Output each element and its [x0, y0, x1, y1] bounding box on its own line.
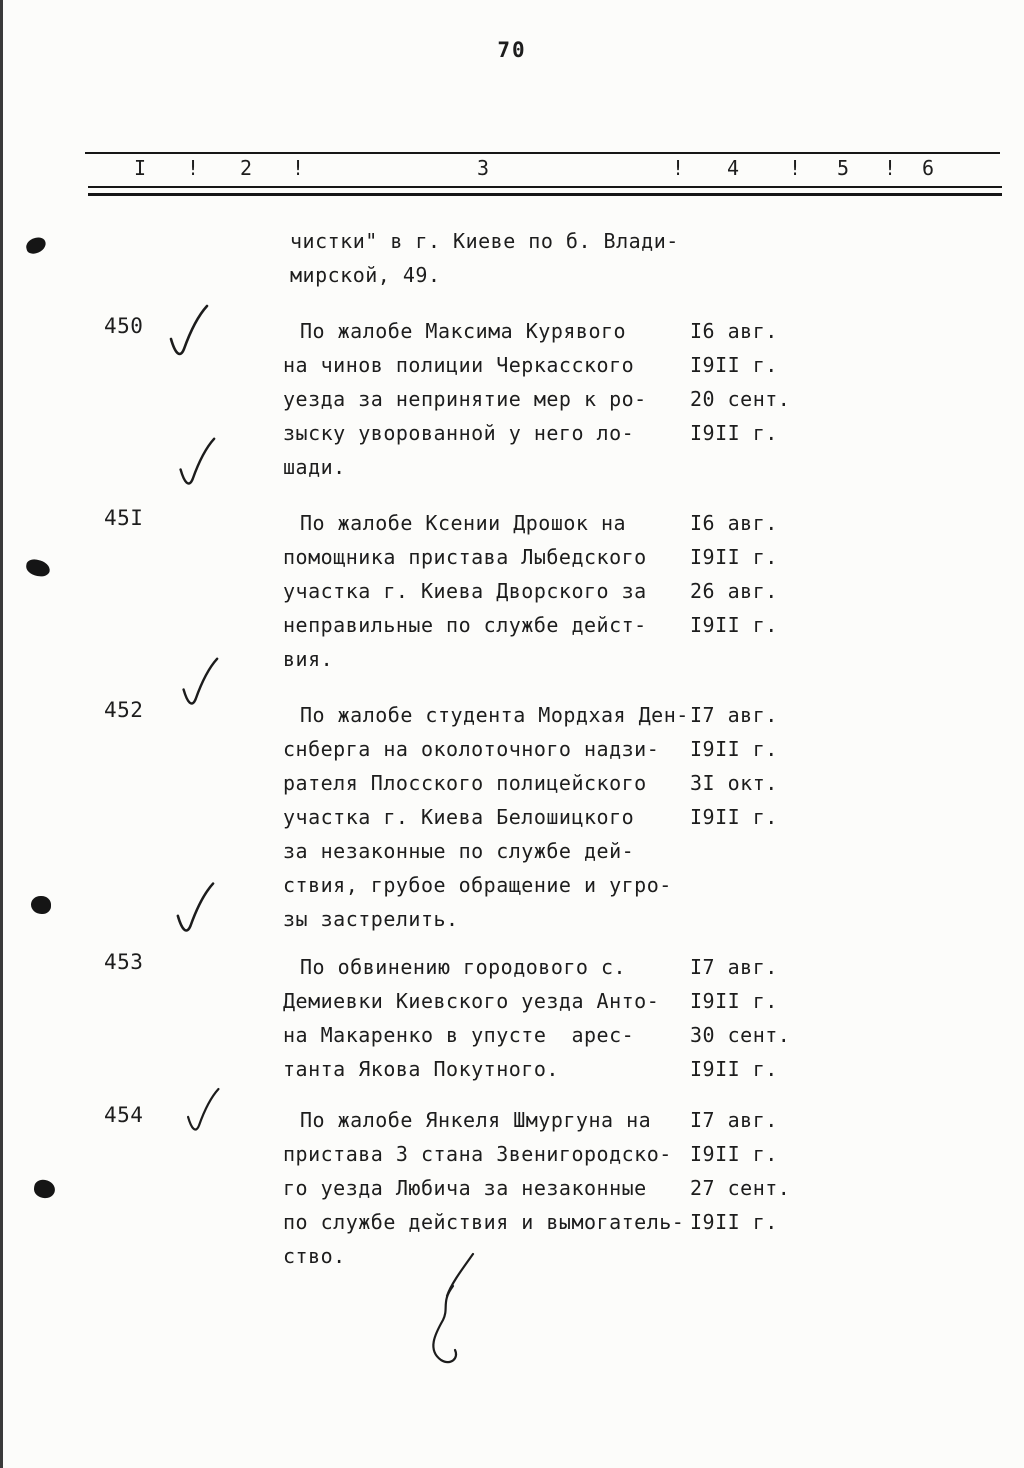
text-line: По жалобе Янкеля Шмургуна на [300, 1108, 652, 1132]
handwritten-flourish [415, 1250, 480, 1365]
text-line: танта Якова Покутного. [283, 1057, 559, 1081]
text-line: участка г. Киева Белошицкого [283, 805, 635, 829]
table-rule-bottom-heavy [88, 193, 1002, 196]
header-col-4: 4 [727, 156, 740, 180]
date-line: I9II г. [690, 421, 778, 445]
text-line: ство. [283, 1244, 346, 1268]
header-separator: ! [292, 156, 305, 180]
text-line: неправильные по службе дейст- [283, 613, 647, 637]
date-line: 27 сент. [690, 1176, 791, 1200]
text-line: чистки" в г. Киеве по б. Влади- [290, 229, 679, 253]
entry-number: 452 [104, 698, 144, 722]
text-line: мирской, 49. [290, 263, 441, 287]
date-line: I9II г. [690, 805, 778, 829]
text-line: зыску уворованной у него ло- [283, 421, 635, 445]
ink-blot [24, 236, 47, 256]
checkmark-icon [172, 872, 216, 946]
date-line: I9II г. [690, 1142, 778, 1166]
date-line: I9II г. [690, 545, 778, 569]
checkmark-icon [175, 432, 217, 494]
ink-blot [25, 558, 51, 578]
text-line: на Макаренко в упусте арес- [283, 1023, 635, 1047]
text-line: го уезда Любича за незаконные [283, 1176, 647, 1200]
date-line: I7 авг. [690, 955, 778, 979]
text-line: рателя Плосского полицейского [283, 771, 647, 795]
date-line: 3I окт. [690, 771, 778, 795]
date-line: 30 сент. [690, 1023, 791, 1047]
text-line: шади. [283, 455, 346, 479]
header-separator: ! [187, 156, 200, 180]
entry-dates [690, 314, 790, 450]
table-rule-bottom [88, 186, 1002, 188]
entry-dates [690, 950, 790, 1086]
date-line: I9II г. [690, 353, 778, 377]
entry-description [283, 698, 689, 936]
header-col-3: 3 [477, 156, 490, 180]
entry-dates [690, 698, 778, 834]
date-line: I7 авг. [690, 703, 778, 727]
text-line: за незаконные по службе дей- [283, 839, 635, 863]
table-rule-top [85, 152, 1000, 154]
scan-edge-line [0, 0, 3, 1468]
text-line: По обвинению городового с. [300, 955, 627, 979]
checkmark-icon [183, 1082, 221, 1140]
entry-description [283, 1103, 684, 1273]
date-line: 20 сент. [690, 387, 791, 411]
entry-dates [690, 1103, 790, 1239]
page-number: 70 [497, 38, 527, 62]
entry-number: 453 [104, 950, 144, 974]
entry-number: 454 [104, 1103, 144, 1127]
entry-dates [690, 506, 778, 642]
entry-number: 450 [104, 314, 144, 338]
entry-description [283, 506, 647, 676]
date-line: I9II г. [690, 613, 778, 637]
entry-description [283, 950, 659, 1086]
entry-number: 45I [104, 506, 144, 530]
header-col-2: 2 [240, 156, 253, 180]
text-line: по службе действия и вымогатель- [283, 1210, 685, 1234]
text-line: По жалобе студента Мордхая Ден- [300, 703, 689, 727]
date-line: 26 авг. [690, 579, 778, 603]
ink-blot [31, 896, 51, 914]
date-line: I9II г. [690, 737, 778, 761]
text-line: По жалобе Максима Курявого [300, 319, 627, 343]
text-line: зы застрелить. [283, 907, 459, 931]
table-header-row [0, 156, 1024, 186]
continuation-text [290, 224, 679, 292]
checkmark-icon [178, 652, 220, 714]
date-line: I9II г. [690, 1057, 778, 1081]
date-line: I9II г. [690, 1210, 778, 1234]
text-line: пристава 3 стана Звенигородско- [283, 1142, 672, 1166]
text-line: По жалобе Ксении Дрошок на [300, 511, 627, 535]
checkmark-icon [165, 303, 210, 361]
header-separator: ! [789, 156, 802, 180]
header-col-5: 5 [837, 156, 850, 180]
ink-blot [33, 1179, 56, 1200]
text-line: уезда за непринятие мер к ро- [283, 387, 647, 411]
text-line: вия. [283, 647, 334, 671]
text-line: участка г. Киева Дворского за [283, 579, 647, 603]
header-separator: ! [884, 156, 897, 180]
header-col-6: 6 [922, 156, 935, 180]
header-col-1: I [134, 156, 147, 180]
entry-description [283, 314, 647, 484]
date-line: I9II г. [690, 989, 778, 1013]
date-line: I7 авг. [690, 1108, 778, 1132]
date-line: I6 авг. [690, 319, 778, 343]
date-line: I6 авг. [690, 511, 778, 535]
header-separator: ! [672, 156, 685, 180]
text-line: на чинов полиции Черкасского [283, 353, 635, 377]
text-line: снберга на околоточного надзи- [283, 737, 660, 761]
text-line: ствия, грубое обращение и угро- [283, 873, 672, 897]
text-line: помощника пристава Лыбедского [283, 545, 647, 569]
text-line: Демиевки Киевского уезда Анто- [283, 989, 660, 1013]
